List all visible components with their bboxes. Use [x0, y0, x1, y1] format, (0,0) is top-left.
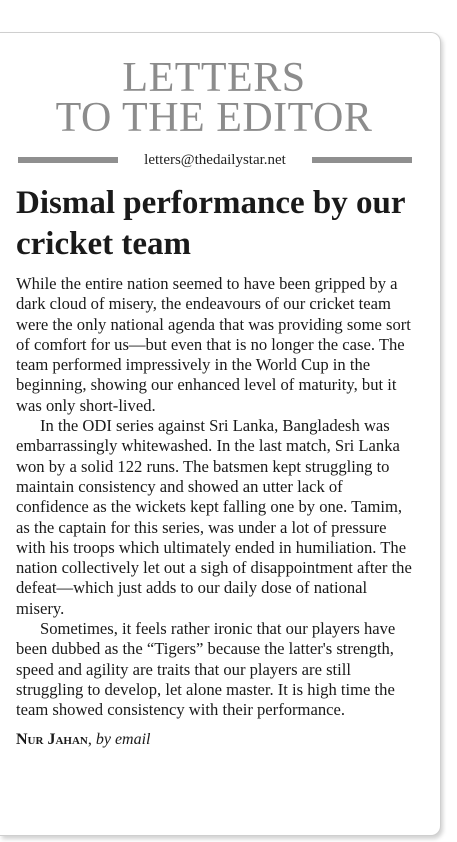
right-rule: [312, 157, 412, 163]
section-masthead: [0, 55, 428, 141]
byline: Nur Jahan, by email: [16, 730, 151, 748]
left-rule: [18, 157, 118, 163]
letter-body: [16, 274, 418, 750]
masthead-line-1: LETTERS: [122, 55, 306, 101]
letter-headline: Dismal performance by our cricket team: [16, 185, 405, 262]
author-name: Nur Jahan: [16, 730, 88, 748]
paragraph-2: In the ODI series against Sri Lanka, Bangladesh was embarrassingly whitewashed. In the last match, Sri Lanka won by a solid 122 runs. The batsmen kept struggling to maintain consistency and showed an utter lack of confidence as the wickets kept falling one by one. Tamim, as the captain for this series, was under a lot of pressure with his troops which ultimately ended in humiliation. The nation collectively let out a sigh of disappointment after the defeat—which just adds to our daily dose of national misery.: [16, 416, 412, 618]
paragraph-1: While the entire nation seemed to have been gripped by a dark cloud of misery, the endeavours of our cricket team were the only national agenda that was providing some sort of comfort for us—but even that is no longer the case. The team performed impressively in the World Cup in the beginning, showing our enhanced level of maturity, but it was only short-lived.: [16, 274, 411, 415]
email-row: [18, 150, 412, 170]
editor-email: letters@thedailystar.net: [144, 151, 286, 168]
masthead-line-2: TO THE EDITOR: [55, 95, 373, 141]
submission-method: by email: [95, 730, 151, 748]
paragraph-3: Sometimes, it feels rather ironic that our players have been dubbed as the “Tigers” because the latter's strength, speed and agility are traits that our players are still struggling to develop, let alone master. It is high time the team showed consistency with their performance.: [16, 619, 396, 720]
